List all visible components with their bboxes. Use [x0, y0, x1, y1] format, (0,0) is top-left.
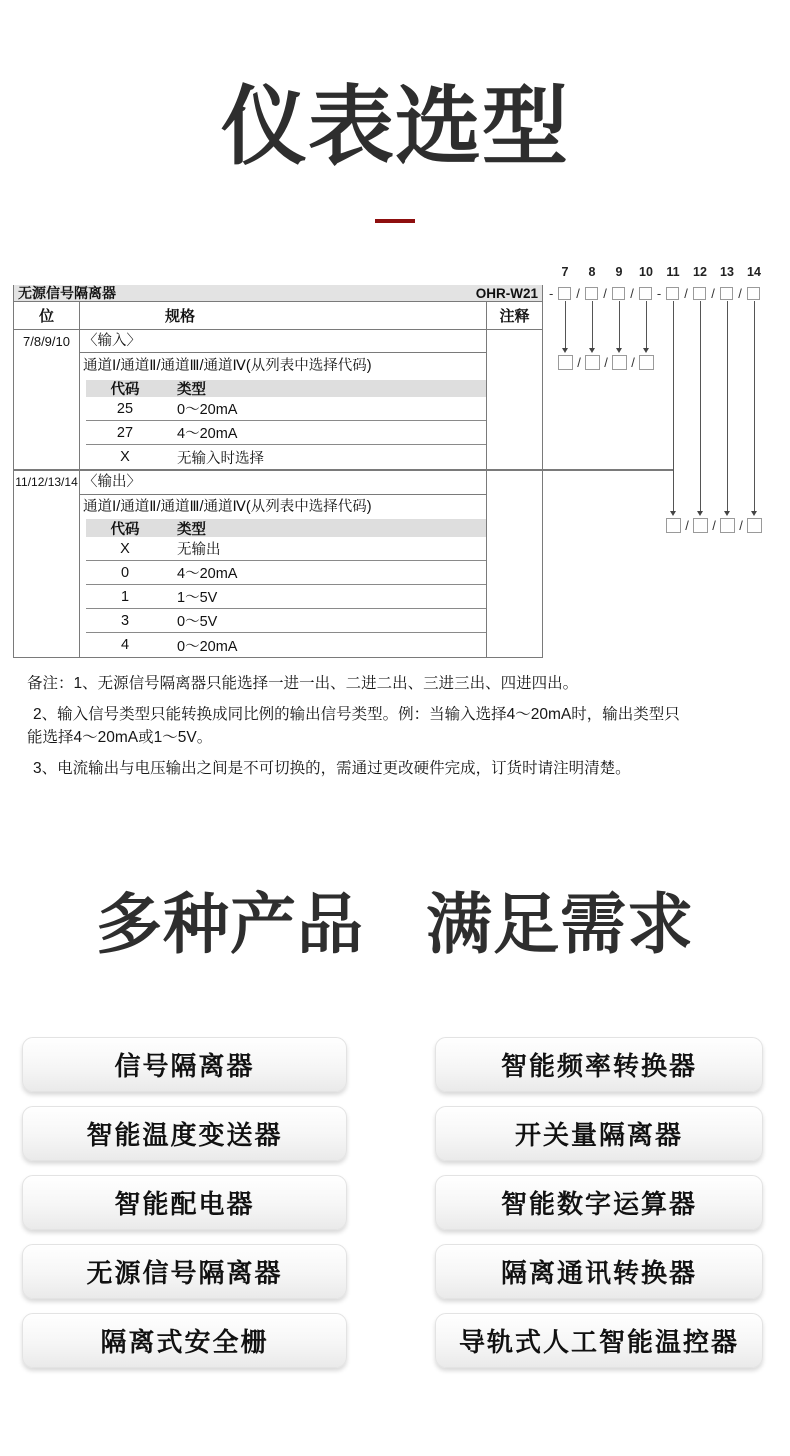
product-column-left [22, 1037, 347, 1368]
type-value: 4～20mA [177, 566, 238, 582]
type-value: 无输入时选择 [177, 450, 264, 467]
arrow-down-icon [751, 511, 757, 516]
products-heading-right: 满足需求 [426, 887, 694, 961]
type-value: 4～20mA [177, 426, 238, 442]
model-selection-table [13, 285, 543, 658]
code-box [612, 355, 627, 370]
arrow-down-icon [724, 511, 730, 516]
product-button[interactable]: 智能温度变送器 [22, 1106, 347, 1161]
note-cell [487, 471, 542, 657]
product-column-right [435, 1037, 763, 1368]
code-box [693, 518, 708, 533]
product-button[interactable]: 智能数字运算器 [435, 1175, 763, 1230]
product-button[interactable]: 开关量隔离器 [435, 1106, 763, 1161]
product-button[interactable]: 无源信号隔离器 [22, 1244, 347, 1299]
type-value: 0～20mA [177, 402, 238, 418]
separator: - [549, 286, 554, 301]
type-column-header: 类型 [177, 521, 206, 538]
code-row [86, 609, 486, 633]
code-row [86, 445, 486, 469]
separator: / [738, 286, 742, 301]
separator: / [711, 286, 715, 301]
products-heading [0, 884, 790, 964]
connector-line [700, 301, 701, 511]
arrow-down-icon [616, 348, 622, 353]
position-number: 9 [615, 265, 623, 279]
code-box [747, 287, 760, 300]
product-button[interactable]: 隔离通讯转换器 [435, 1244, 763, 1299]
code-box [639, 355, 654, 370]
code-table [86, 519, 486, 657]
position-number: 11 [666, 265, 680, 279]
spec-cell [79, 471, 487, 657]
code-row [86, 633, 486, 657]
code-box [666, 287, 679, 300]
table-header-bar [14, 285, 542, 302]
type-value: 0～20mA [177, 638, 238, 655]
separator: - [656, 286, 662, 301]
code-value: 0 [120, 564, 130, 581]
code-box [639, 287, 652, 300]
connector-line [565, 301, 566, 348]
separator: / [685, 518, 689, 533]
separator: / [739, 518, 743, 533]
product-button[interactable]: 导轨式人工智能温控器 [435, 1313, 763, 1368]
product-button[interactable]: 信号隔离器 [22, 1037, 347, 1092]
separator: / [684, 286, 688, 301]
code-box [720, 287, 733, 300]
column-header-bit: 位 [38, 308, 54, 325]
code-row [86, 421, 486, 445]
title-underline [375, 219, 415, 223]
separator: / [604, 355, 608, 370]
code-value: 27 [116, 424, 134, 441]
code-box [747, 518, 762, 533]
type-value: 0～5V [177, 614, 218, 630]
channel-list: 通道Ⅰ/通道Ⅱ/通道Ⅲ/通道Ⅳ(从列表中选择代码) [83, 358, 372, 374]
position-number: 8 [588, 265, 596, 279]
separator: / [577, 355, 581, 370]
note-line: 3、电流输出与电压输出之间是不可切换的，需通过更改硬件完成，订货时请注明清楚。 [33, 760, 631, 777]
code-table-header [86, 519, 486, 537]
arrow-down-icon [562, 348, 568, 353]
position-number: 14 [747, 265, 761, 279]
products-heading-left: 多种产品 [96, 887, 364, 961]
connector-line [727, 301, 728, 511]
position-number: 7 [561, 265, 569, 279]
code-box [693, 287, 706, 300]
product-button[interactable]: 智能配电器 [22, 1175, 347, 1230]
section-label: 〈输入〉 [80, 330, 486, 353]
code-table [86, 380, 486, 469]
arrow-down-icon [697, 511, 703, 516]
model-code-diagram [549, 287, 760, 300]
product-button[interactable]: 隔离式安全栅 [22, 1313, 347, 1368]
separator: / [631, 355, 635, 370]
code-box [558, 287, 571, 300]
position-number: 13 [720, 265, 734, 279]
code-column-header: 代码 [110, 521, 140, 538]
code-box [612, 287, 625, 300]
channel-list: 通道Ⅰ/通道Ⅱ/通道Ⅲ/通道Ⅳ(从列表中选择代码) [83, 499, 372, 515]
code-value: X [120, 540, 130, 557]
input-code-boxes [558, 355, 654, 370]
code-value: 1 [120, 588, 130, 605]
section-connector-line [543, 469, 673, 471]
separator: / [603, 286, 607, 301]
connector-line [619, 301, 620, 348]
connector-line [673, 301, 674, 511]
code-box [585, 287, 598, 300]
code-value: 3 [120, 612, 130, 629]
code-row [86, 585, 486, 609]
output-section [14, 471, 542, 657]
bit-range: 11/12/13/14 [15, 475, 78, 489]
page-title: 仪表选型 [221, 79, 569, 175]
connector-line [646, 301, 647, 348]
separator: / [630, 286, 634, 301]
separator: / [712, 518, 716, 533]
code-row [86, 397, 486, 421]
type-value: 1～5V [177, 590, 218, 606]
code-box [666, 518, 681, 533]
arrow-down-icon [589, 348, 595, 353]
bit-range: 7/8/9/10 [23, 334, 70, 349]
notes [27, 672, 764, 788]
position-number: 12 [693, 265, 707, 279]
output-code-boxes [666, 518, 762, 533]
code-table-header [86, 380, 486, 397]
type-value: 无输出 [177, 542, 221, 558]
code-row [86, 561, 486, 585]
code-box [585, 355, 600, 370]
position-number: 10 [639, 265, 653, 279]
connector-line [754, 301, 755, 511]
code-value: 25 [116, 400, 134, 417]
code-row [86, 537, 486, 561]
column-header-spec: 规格 [79, 302, 487, 329]
note-line: 备注：1、无源信号隔离器只能选择一进一出、二进二出、三进三出、四进四出。 [27, 675, 579, 692]
code-column-header: 代码 [110, 382, 140, 398]
column-header-note: 注释 [499, 308, 530, 325]
arrow-down-icon [643, 348, 649, 353]
connector-line [592, 301, 593, 348]
product-button[interactable]: 智能频率转换器 [435, 1037, 763, 1092]
product-name: 无源信号隔离器 [18, 285, 116, 301]
column-headers [14, 302, 542, 330]
code-box [720, 518, 735, 533]
input-section [14, 330, 542, 471]
model-code: OHR-W21 [475, 285, 538, 301]
code-value: 4 [120, 637, 130, 653]
code-value: X [120, 449, 130, 465]
note-cell [487, 330, 542, 469]
section-label: 〈输出〉 [80, 471, 486, 495]
arrow-down-icon [670, 511, 676, 516]
spec-cell [79, 330, 487, 469]
separator: / [576, 286, 580, 301]
note-line: 2、输入信号类型只能转换成同比例的输出信号类型。例：当输入选择4～20mA时，输出类型只能选择4～20mA或1～5V。 [27, 706, 680, 746]
type-column-header: 类型 [177, 382, 206, 398]
code-box [558, 355, 573, 370]
